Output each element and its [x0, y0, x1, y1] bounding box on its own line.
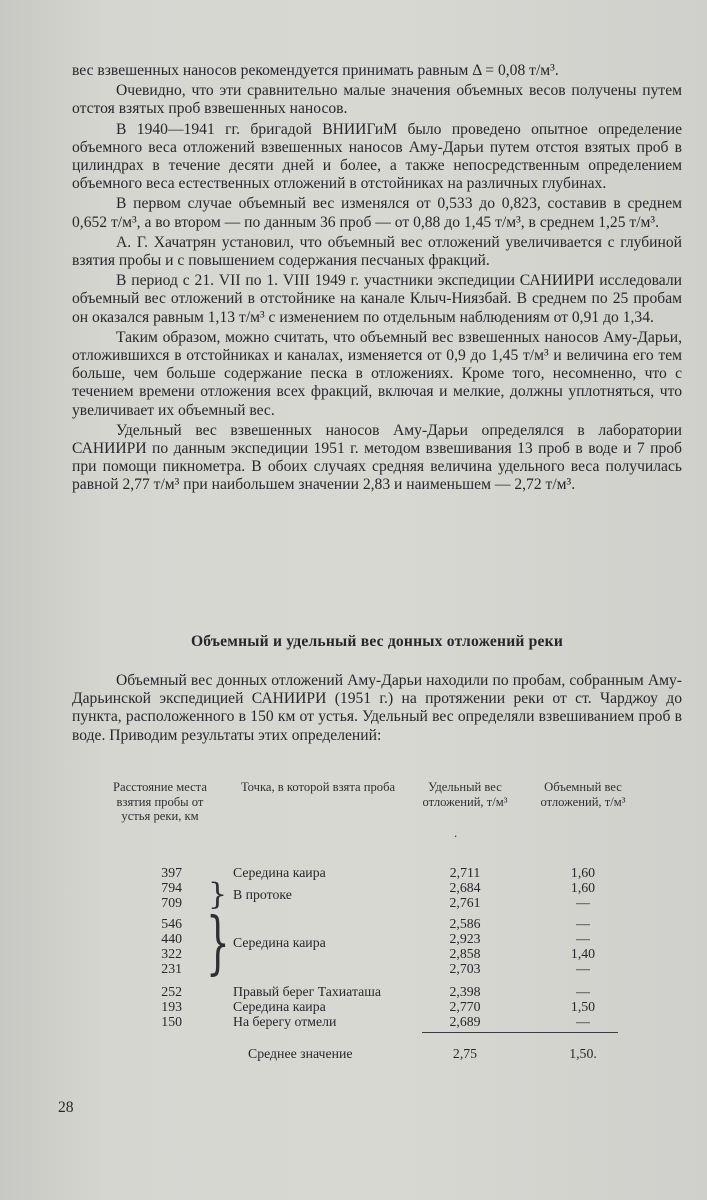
table-row — [0, 962, 707, 976]
cell-volume: 1,60 — [570, 880, 596, 895]
paragraph-8: Удельный вес взвешенных наносов Аму-Дарьи определялся в лаборатории САНИИРИ по данным экспедиции 1951 г. методом взвешивания 13 проб в воде и 7 проб при помощи пикнометра. В обоих случаях средняя величина удельного веса получилась равной 2,77 т/м³ при наибольшем значении 2,83 и наименьшем — 2,72 т/м³. — [72, 421, 682, 494]
table-row — [0, 985, 707, 999]
cell-volume: — — [576, 895, 590, 910]
cell-specific: 2,398 — [449, 984, 481, 999]
cell-distance: 252 — [161, 984, 182, 999]
cell-point: В протоке — [233, 887, 292, 902]
table-row — [0, 896, 707, 910]
cell-specific: 2,923 — [449, 931, 481, 946]
cell-volume: — — [576, 984, 590, 999]
cell-distance: 150 — [161, 1014, 182, 1029]
header-specific-weight: Удельный вес отложений, т/м³ — [422, 780, 508, 809]
table-average-row — [0, 1047, 707, 1061]
average-label: Среднее значение — [248, 1046, 353, 1061]
cell-point: Правый берег Тахиаташа — [233, 984, 382, 999]
cell-specific: 2,689 — [449, 1014, 481, 1029]
table-row — [0, 917, 707, 931]
cell-specific: 2,684 — [449, 880, 481, 895]
table-sum-rule — [422, 1032, 618, 1033]
header-dot-mark: . — [454, 825, 458, 840]
table-row — [0, 931, 707, 950]
table-row — [0, 880, 707, 902]
cell-volume: — — [576, 931, 590, 946]
cell-volume: — — [576, 1014, 590, 1029]
page-number: 28 — [58, 1099, 74, 1116]
table-row — [0, 866, 707, 880]
cell-point: Середина каира — [233, 999, 326, 1014]
section-title: Объемный и удельный вес донных отложений реки — [190, 633, 564, 650]
paragraph-7: Таким образом, можно считать, что объемный вес взвешенных наносов Аму-Дарьи, отложившихся в отстойниках и каналах, изменяется от 0,9 до 1,45 т/м³ и величина его тем больше, чем больше содержание песка в отложениях. Кроме того, несомненно, что с течением времени отложения всех фракций, включая и мелкие, должны уплотняться, что увеличивает их объемный вес. — [72, 328, 682, 419]
paragraph-2: Очевидно, что эти сравнительно малые значения объемных весов получены путем отстоя взятых проб взвешенных наносов. — [72, 82, 682, 118]
cell-specific: 2,858 — [449, 946, 481, 961]
cell-distance: 794 — [161, 880, 182, 895]
cell-volume: — — [576, 916, 590, 931]
cell-specific: 2,770 — [449, 999, 481, 1014]
cell-specific: 2,703 — [449, 961, 481, 976]
cell-volume: 1,50 — [570, 999, 596, 1014]
body-text — [72, 62, 682, 495]
paragraph-1: вес взвешенных наносов рекомендуется принимать равным Δ = 0,08 т/м³. — [72, 62, 559, 79]
cell-distance: 193 — [161, 999, 182, 1014]
cell-distance: 397 — [161, 865, 182, 880]
cell-specific: 2,586 — [449, 916, 481, 931]
cell-point: Середина каира — [233, 935, 326, 950]
brace-mark: } — [208, 877, 228, 912]
average-volume: 1,50. — [569, 1046, 597, 1061]
cell-distance: 440 — [161, 931, 182, 946]
table-row — [0, 1000, 707, 1014]
header-volume-weight: Объемный вес отложений, т/м³ — [540, 780, 626, 809]
header-distance: Расстояние места взятия пробы от устья реки, км — [113, 780, 207, 823]
cell-point: На берегу отмели — [233, 1014, 337, 1029]
paragraph-5: А. Г. Хачатрян установил, что объемный вес отложений увеличивается с глубиной взятия пробы и с повышением содержания песчаных фракций. — [72, 233, 682, 270]
header-point: Точка, в которой взята проба — [240, 780, 396, 794]
table-row — [0, 947, 707, 961]
cell-volume: 1,40 — [570, 946, 596, 961]
cell-specific: 2,761 — [449, 895, 481, 910]
paragraph-6: В период с 21. VII по 1. VIII 1949 г. участники экспедиции САНИИРИ исследовали объемный вес отложений в отстойнике на канале Клыч-Ниязбай. В среднем по 25 пробам он оказался равным 1,13 т/м³ с изменением по отдельным наблюдениям от 0,91 до 1,34. — [72, 272, 682, 326]
cell-specific: 2,711 — [449, 865, 481, 880]
cell-distance: 231 — [161, 961, 182, 976]
brace-mark: } — [206, 904, 230, 983]
cell-distance: 546 — [161, 916, 182, 931]
paragraph-4: В первом случае объемный вес изменялся от 0,533 до 0,823, составив в среднем 0,652 т/м³, а во втором — по данным 36 проб — от 0,88 до 1,45 т/м³, в среднем 1,25 т/м³. — [72, 195, 682, 231]
cell-volume: — — [576, 961, 590, 976]
cell-distance: 322 — [161, 946, 182, 961]
table-row — [0, 1015, 707, 1029]
cell-distance: 709 — [161, 895, 182, 910]
paragraph-3: В 1940—1941 гг. бригадой ВНИИГиМ было проведено опытное определение объемного веса отложений взвешенных наносов Аму-Дарьи путем отстоя взятых проб в цилиндрах в течение десяти дней и более, а также непосредственным определением объемного веса естественных отложений в отстойниках на различных глубинах. — [72, 120, 682, 193]
cell-point: Середина каира — [233, 865, 326, 880]
average-specific: 2,75 — [452, 1046, 478, 1061]
section-intro: Объемный вес донных отложений Аму-Дарьи находили по пробам, собранным Аму-Дарьинской экспедицией САНИИРИ (1951 г.) на протяжении реки от ст. Чарджоу до пункта, расположенного в 150 км от устья. Удельный вес определяли взвешиванием проб в воде. Приводим результаты этих определений: — [72, 672, 682, 744]
cell-volume: 1,60 — [570, 865, 596, 880]
